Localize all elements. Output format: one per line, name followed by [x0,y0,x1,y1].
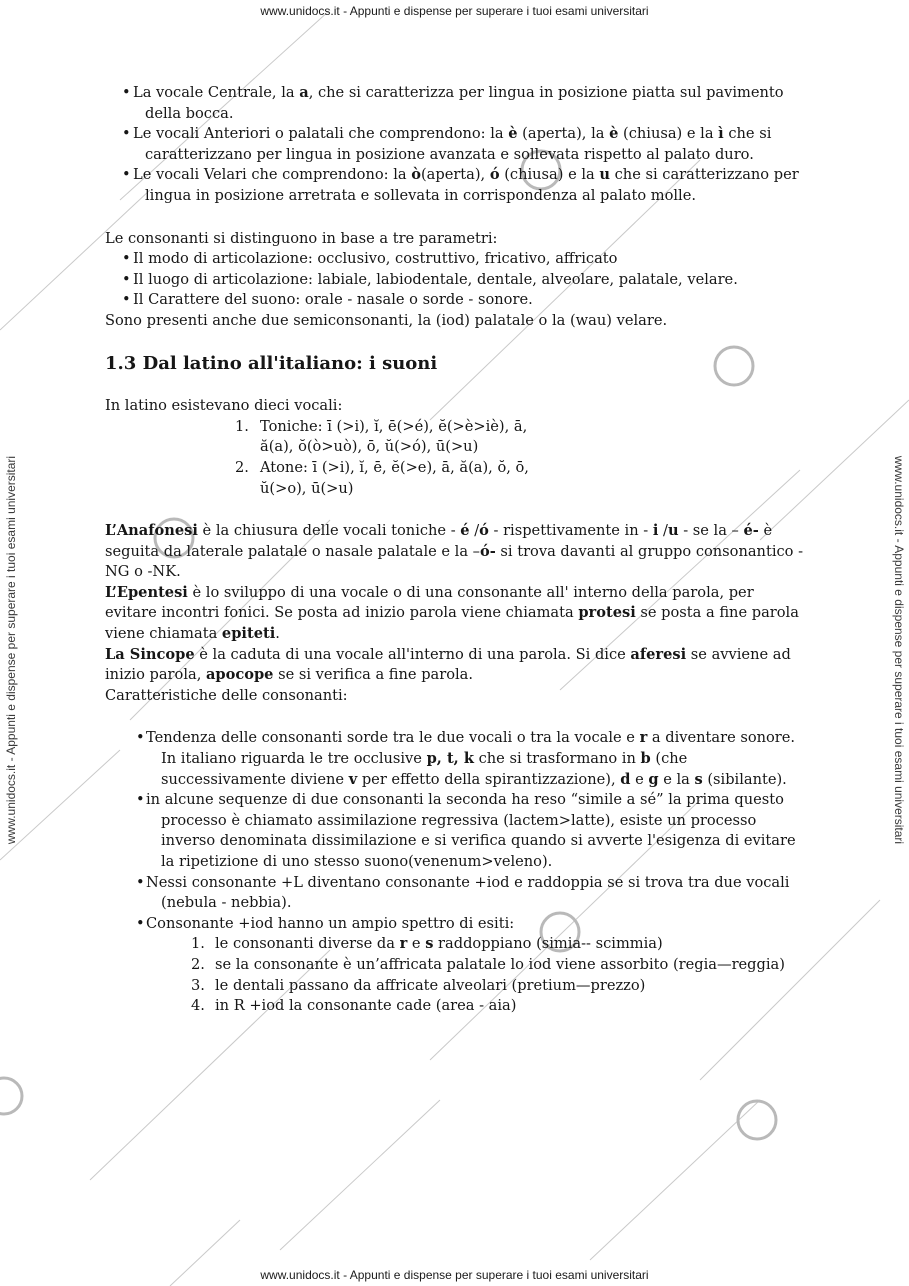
section-heading: 1.3 Dal latino all'italiano: i suoni [105,352,438,374]
list-number: 4. [191,997,205,1015]
consonant-feature-list [105,728,805,934]
text-run: . [275,625,280,643]
bold-term: é- [743,522,759,540]
text-run: La vocale Centrale, la [133,84,300,101]
latin-vowel-item [235,417,555,458]
latin-vowel-text: Toniche: ī (>i), ĭ, ē(>é), ĕ(>è>iè), ā, ă(a), ŏ(ò>uò), ō, ŭ(>ó), ū(>u) [260,417,528,456]
text-run: e [630,770,649,788]
text-run: - se la – [678,522,744,540]
bold-term: è [609,125,619,143]
list-number: 1. [191,935,205,953]
bold-term: ò [411,166,421,184]
iod-outcome-item [191,955,805,976]
text-run: che si trasformano in [473,750,641,768]
list-number: 3. [191,976,205,994]
consonants-intro: Le consonanti si distinguono in base a tre parametri: [105,229,498,247]
latin-vowel-item [235,458,555,499]
text-run: se si verifica a fine parola. [273,666,474,684]
text-run: Nessi consonante +L diventano consonante +iod e raddoppia se si trova tra due vocali (nebula - nebbia). [146,873,790,912]
text-run: - rispettivamente in - [488,522,653,540]
text-run: le consonanti diverse da [215,935,400,953]
bold-term: ó- [479,542,496,560]
text-run: che si caratterizzano per lingua in posizione arretrata e sollevata in corrispondenza al palato molle. [145,166,799,204]
bold-term: ì [718,125,724,143]
text-run: a diventare sonore. In italiano riguarda le tre occlusive [161,729,796,768]
bold-term: p, t, k [426,750,474,768]
vowel-list-item [105,124,805,165]
bold-term: u [599,166,610,184]
consonant-feature-item [105,914,805,935]
consonant-feature-item [105,873,805,914]
bold-term: epiteti [221,625,276,643]
text-run: Consonante +iod hanno un ampio spettro di esiti: [146,914,515,932]
bold-term: protesi [578,604,636,622]
text-run: Le vocali Velari che comprendono: la [133,166,412,184]
text-run: per effetto della spirantizzazione), [357,770,621,788]
bold-term: s [694,770,703,788]
text-run: (aperta), [420,166,490,184]
iod-outcome-item [191,996,805,1017]
bold-term: apocope [205,666,274,684]
text-run: raddoppiano (simia-- scimmia) [433,935,663,953]
header-watermark[interactable]: www.unidocs.it - Appunti e dispense per superare i tuoi esami universitari [260,4,649,18]
vowel-list-item [105,165,805,206]
vowel-list [105,83,805,207]
text-run: se avviene ad inizio parola, [105,645,791,684]
phenomenon-paragraph [105,583,805,645]
bold-term: v [348,770,358,788]
phenomenon-paragraph [105,645,805,686]
text-run: , che si caratterizza per lingua in posizione piatta sul pavimento della bocca. [145,84,784,122]
text-run: che si caratterizzano per lingua in posizione avanzata e sollevata rispetto al palato duro. [145,125,772,163]
text-run: (chiusa) e la [618,125,719,143]
iod-outcome-list [191,934,805,1016]
document-body [105,83,805,1017]
consonant-parameter-item: • Il modo di articolazione: occlusivo, costruttivo, fricativo, affricato [105,249,805,270]
bold-term: r [639,729,648,747]
list-number: 2. [235,458,249,476]
iod-outcome-item [191,934,805,955]
list-number: 1. [235,417,249,435]
text-run: / [658,522,668,540]
semiconsonants-note: Sono presenti anche due semiconsonanti, la (iod) palatale o la (wau) velare. [105,311,668,329]
latin-intro: In latino esistevano dieci vocali: [105,397,343,415]
left-side-watermark: www.unidocs.it - Appunti e dispense per superare i tuoi esami universitari [4,455,18,845]
footer-watermark[interactable]: www.unidocs.it - Appunti e dispense per superare i tuoi esami universitari [260,1268,649,1282]
latin-vowel-list [235,417,555,499]
bold-term: a [299,84,309,101]
bold-term: ó [489,166,500,184]
consonant-feature-item [105,790,805,872]
text-run: se la consonante è un’affricata palatale lo iod viene assorbito (regia—reggia) [215,955,785,973]
consonant-parameter-list [105,249,805,311]
text-run: se posta a fine parola viene chiamata [105,604,799,643]
text-run: e [407,935,426,953]
bold-term: r [399,935,408,953]
consonant-features-title: Caratteristiche delle consonanti: [105,686,348,704]
text-run: è la chiusura delle vocali toniche - [197,522,461,540]
text-run: (chiusa) e la [499,166,600,184]
right-side-watermark: www.unidocs.it - Appunti e dispense per superare i tuoi esami universitari [892,455,906,845]
bold-term: L’Anafonesi [105,522,198,540]
text-run: (sibilante). [702,770,787,788]
text-run: le dentali passano da affricate alveolari (pretium—prezzo) [215,976,646,994]
text-run: è la caduta di una vocale all'interno di una parola. Si dice [194,645,631,663]
bold-term: g [648,770,659,788]
list-number: 2. [191,955,205,973]
latin-vowel-text: Atone: ī (>i), ĭ, ē, ĕ(>e), ā, ă(a), ŏ, ō, ŭ(>o), ū(>u) [260,458,529,497]
text-run: in R +iod la consonante cade (area - aia) [215,997,517,1015]
bold-term: aferesi [630,645,687,663]
text-run: / [469,522,480,540]
text-run: Le vocali Anteriori o palatali che comprendono: la [133,125,509,143]
bold-term: u [667,522,679,540]
consonant-parameter-item: • Il luogo di articolazione: labiale, labiodentale, dentale, alveolare, palatale, velare. [105,270,805,291]
text-run: e la [658,770,695,788]
iod-outcome-item [191,976,805,997]
bold-term: ó [479,522,489,540]
phonetic-phenomena [105,521,805,686]
bold-term: L’Epentesi [105,583,188,601]
text-run: Tendenza delle consonanti sorde tra le due vocali o tra la vocale e [146,729,640,747]
text-run: in alcune sequenze di due consonanti la seconda ha reso “simile a sé” la prima questo processo è chiamato assimilazione regressiva (lactem>latte), esiste un processo inverso denominata dissimilazione e si verifica quando si avverte l'esigenza di evitare la ripetizione di uno stesso suono(venenum>veleno). [146,791,796,870]
phenomenon-paragraph [105,521,805,583]
vowel-list-item [105,83,805,124]
text-run: (aperta), la [517,125,610,143]
consonant-parameter-item: • Il Carattere del suono: orale - nasale o sorde - sonore. [105,290,805,311]
text-run: si trova davanti al gruppo consonantico -NG o -NK. [105,542,804,581]
consonant-feature-item [105,728,805,790]
text-run: è seguita da laterale palatale o nasale palatale e la – [105,522,773,560]
text-run: (che successivamente diviene [161,750,688,788]
bold-term: s [425,935,434,953]
text-run: è lo sviluppo di una vocale o di una consonante all' interno della parola, per evitare incontri fonici. Se posta ad inizio parola viene chiamata [105,583,754,622]
bold-term: d [620,770,631,788]
bold-term: è [508,125,518,143]
bold-term: La Sincope [105,645,195,663]
bold-term: b [640,750,651,768]
bold-term: i [652,522,659,540]
bold-term: é [460,522,470,540]
